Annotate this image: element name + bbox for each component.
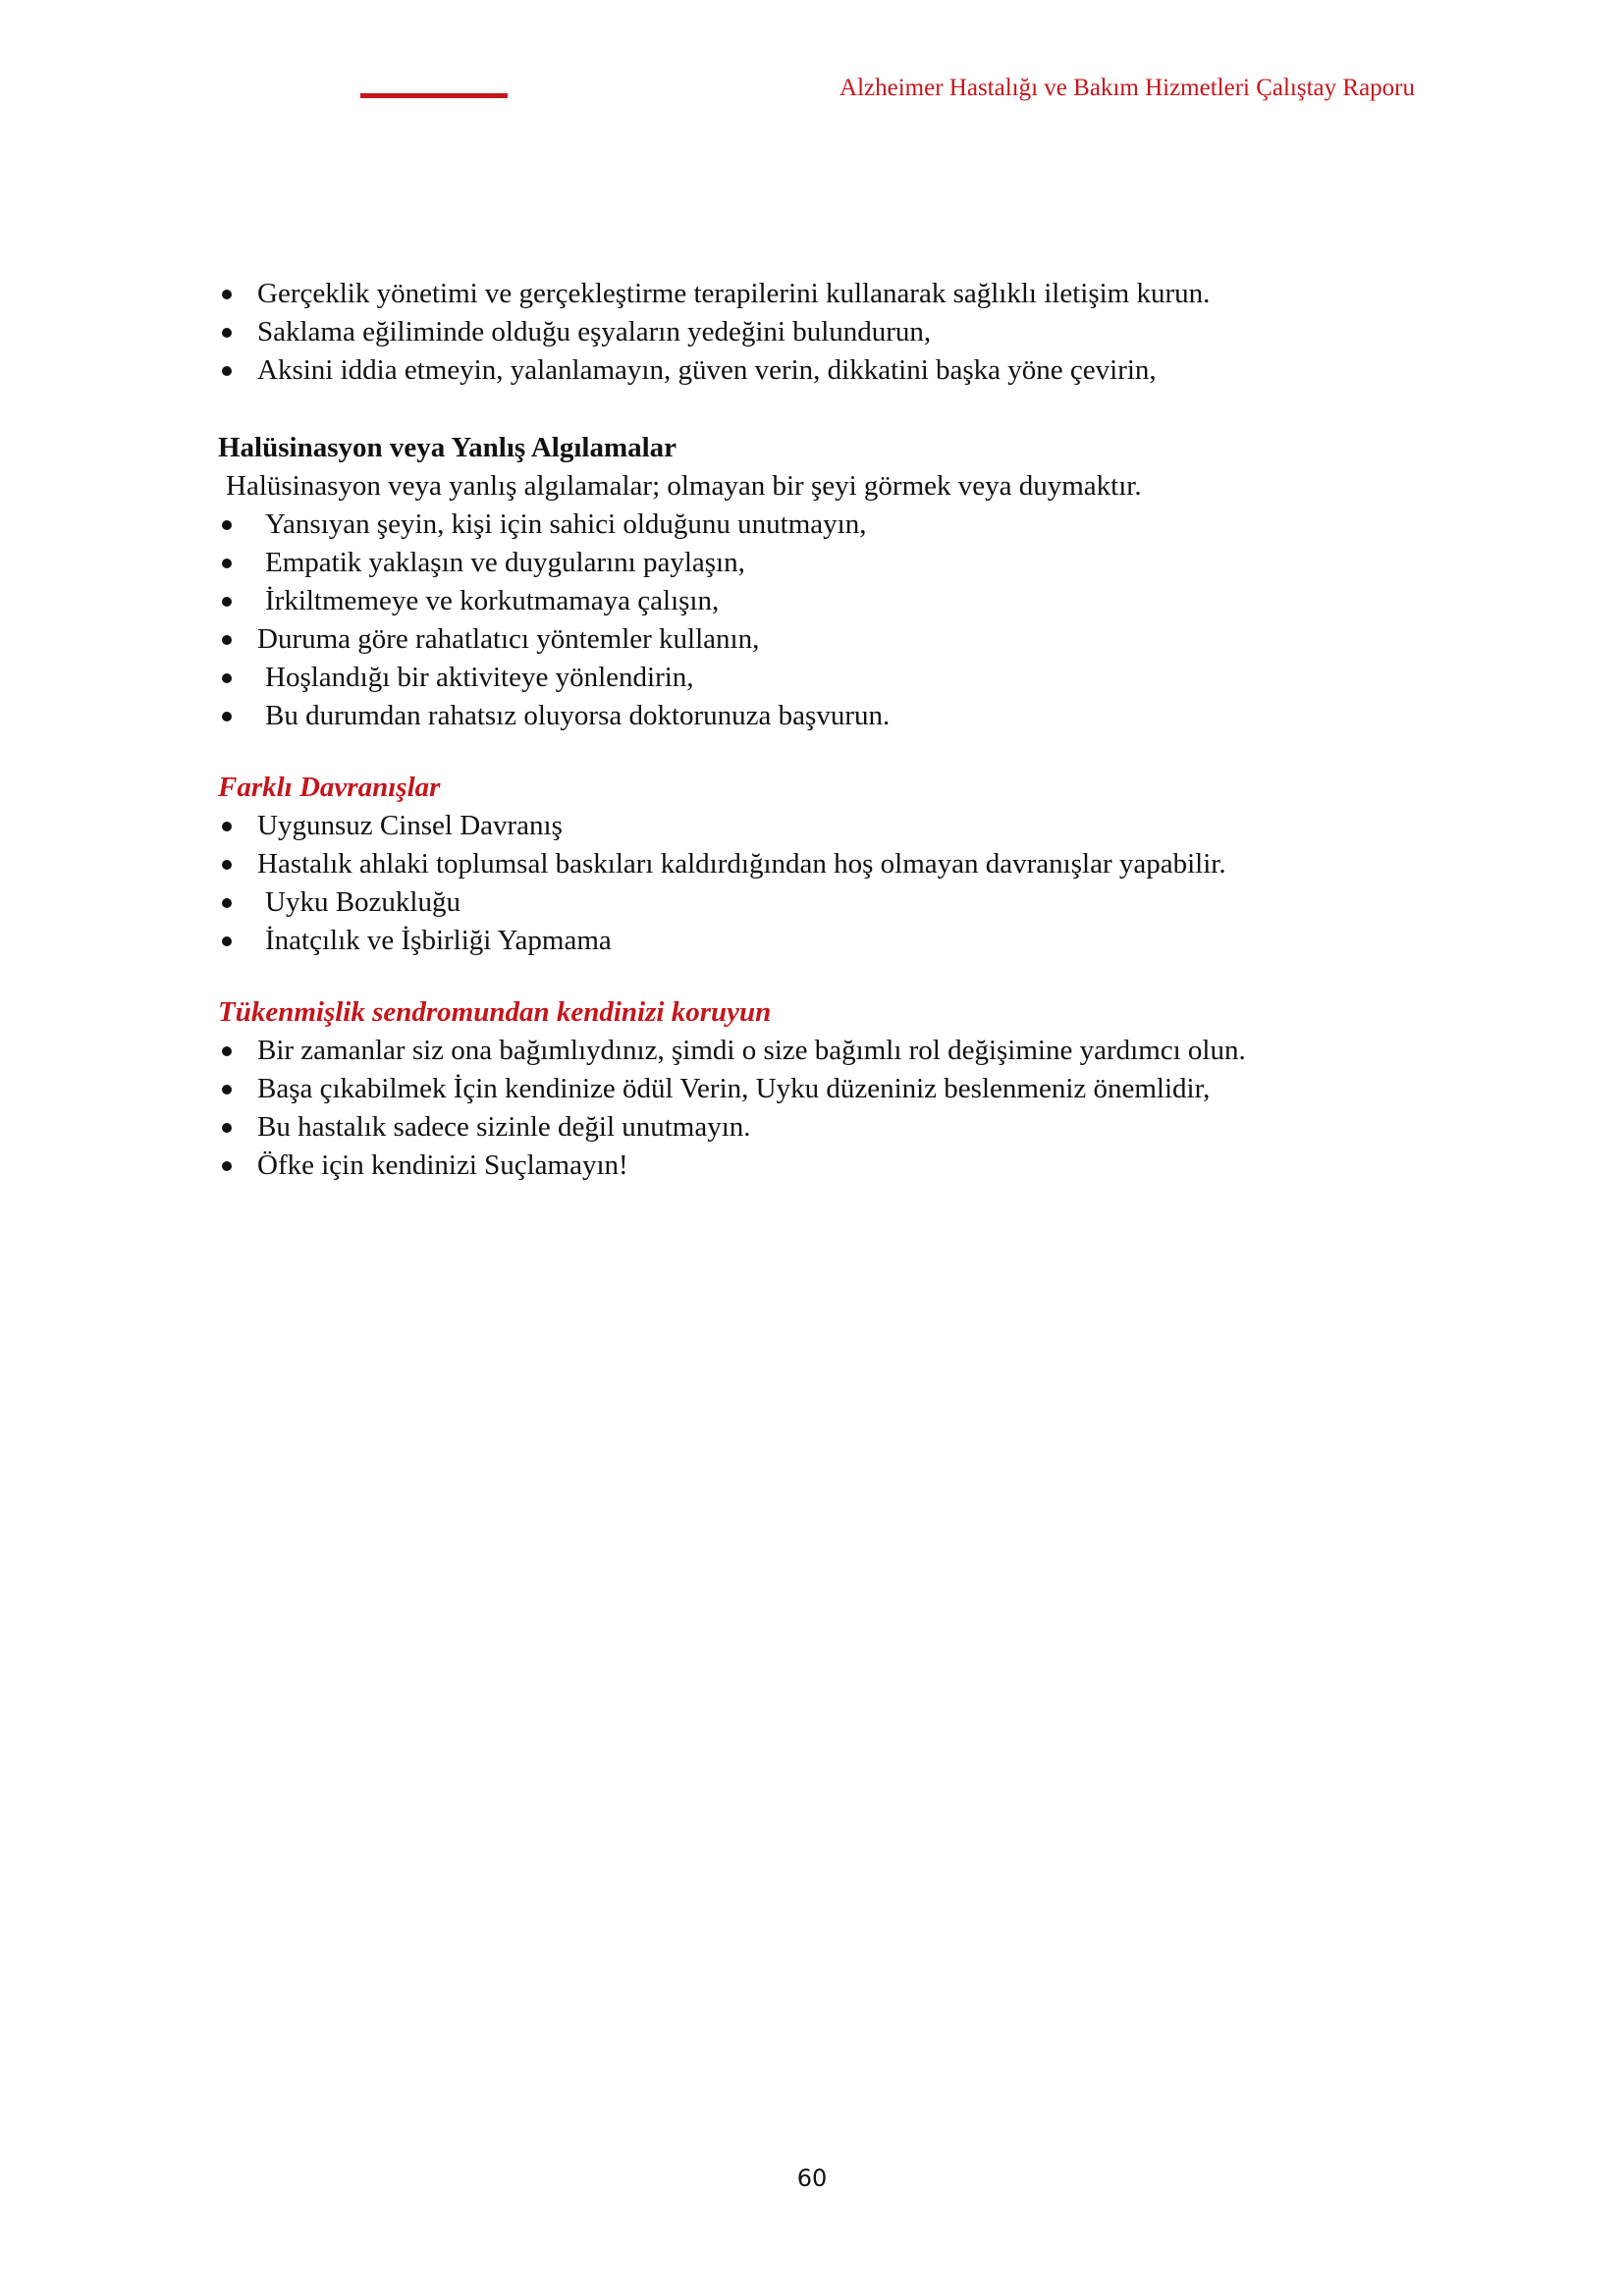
section-heading-hallucination: Halüsinasyon veya Yanlış Algılamalar xyxy=(218,432,677,463)
list-item: Empatik yaklaşın ve duygularını paylaşın, xyxy=(218,544,1416,582)
header-rule xyxy=(360,93,508,98)
list-item: Uyku Bozukluğu xyxy=(218,883,1416,922)
list-item: Duruma göre rahatlatıcı yöntemler kullanın, xyxy=(218,620,1416,659)
list-item: Bu hastalık sadece sizinle değil unutmayın. xyxy=(218,1108,1416,1147)
header-title: Alzheimer Hastalığı ve Bakım Hizmetleri Çalıştay Raporu xyxy=(839,75,1415,101)
section-heading-behaviors: Farklı Davranışlar xyxy=(218,772,441,803)
list-item: Saklama eğiliminde olduğu eşyaların yedeğini bulundurun, xyxy=(218,313,1416,351)
list-item: Yansıyan şeyin, kişi için sahici olduğunu unutmayın, xyxy=(218,506,1416,544)
bullet-icon xyxy=(222,597,232,607)
spacer xyxy=(218,735,1416,769)
bullet-icon xyxy=(222,860,232,870)
section-intro-hallucination: Halüsinasyon veya yanlış algılamalar; olmayan bir şeyi görmek veya duymaktır. xyxy=(226,470,1142,502)
burnout-list xyxy=(218,1032,1416,1185)
hallucination-list xyxy=(218,506,1416,735)
spacer xyxy=(218,960,1416,993)
list-item: Bir zamanlar siz ona bağımlıydınız, şimdi o size bağımlı rol değişimine yardımcı olun. xyxy=(218,1032,1416,1070)
bullet-icon xyxy=(222,673,232,683)
list-item: İrkiltmemeye ve korkutmamaya çalışın, xyxy=(218,582,1416,620)
bullet-icon xyxy=(222,1123,232,1133)
bullet-icon xyxy=(222,712,232,721)
bullet-icon xyxy=(222,936,232,946)
intro-list xyxy=(218,275,1416,390)
bullet-icon xyxy=(222,1085,232,1095)
list-item: Aksini iddia etmeyin, yalanlamayın, güven verin, dikkatini başka yöne çevirin, xyxy=(218,351,1416,390)
bullet-icon xyxy=(222,635,232,645)
section-heading-burnout: Tükenmişlik sendromundan kendinizi koruyun xyxy=(218,996,772,1028)
list-item: Başa çıkabilmek İçin kendinize ödül Verin, Uyku düzeniniz beslenmeniz önemlidir, xyxy=(218,1070,1416,1108)
list-item: Hoşlandığı bir aktiviteye yönlendirin, xyxy=(218,659,1416,697)
list-item: Bu durumdan rahatsız oluyorsa doktorunuza başvurun. xyxy=(218,697,1416,735)
list-item: İnatçılık ve İşbirliği Yapmama xyxy=(218,922,1416,960)
list-item: Öfke için kendinizi Suçlamayın! xyxy=(218,1147,1416,1185)
page-content xyxy=(218,275,1416,1185)
bullet-icon xyxy=(222,1161,232,1171)
bullet-icon xyxy=(222,898,232,908)
list-item: Hastalık ahlaki toplumsal baskıları kaldırdığından hoş olmayan davranışlar yapabilir. xyxy=(218,845,1416,883)
behaviors-list xyxy=(218,807,1416,960)
page-number: 60 xyxy=(796,2164,828,2192)
bullet-icon xyxy=(222,559,232,568)
list-item: Uygunsuz Cinsel Davranış xyxy=(218,807,1416,845)
bullet-icon xyxy=(222,366,232,376)
bullet-icon xyxy=(222,328,232,338)
spacer xyxy=(218,390,1416,429)
bullet-icon xyxy=(222,290,232,299)
bullet-icon xyxy=(222,822,232,831)
bullet-icon xyxy=(222,520,232,530)
list-item: Gerçeklik yönetimi ve gerçekleştirme terapilerini kullanarak sağlıklı iletişim kurun. xyxy=(218,275,1416,313)
bullet-icon xyxy=(222,1046,232,1056)
